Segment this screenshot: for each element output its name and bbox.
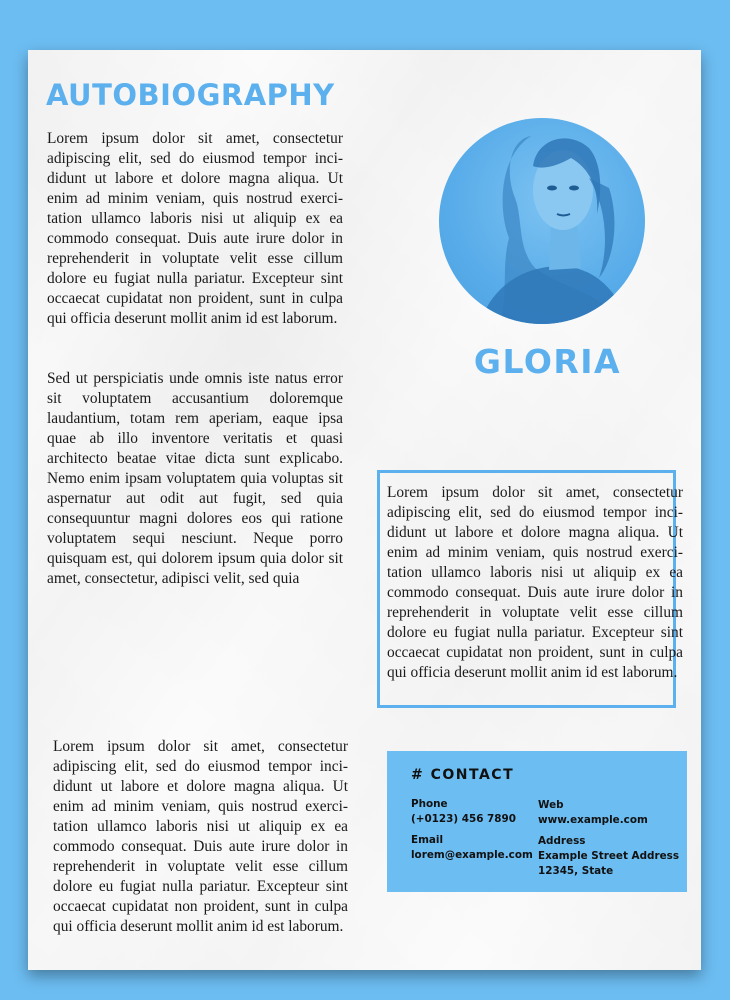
highlight-box <box>377 470 683 708</box>
second-paragraph: Sed ut perspiciatis unde omnis iste natus error sit voluptatem accusantium doloremque laudantium, totam rem aperiam, eaque ipsa quae ab illo inventore veritatis et quasi architecto beatae vitae dicta sunt explicabo. Nemo enim ipsam voluptatem quia voluptas sit aspernatur aut odit aut fugit, sed quia consequuntur magni dolores eos qui ratione voluptatem sequi nesciunt. Neque porro quisquam est, qui dolorem ipsum quia dolor sit amet, consectetur, adipisci velit, sed quia <box>47 370 343 587</box>
phone-label: Phone <box>411 798 448 810</box>
closing-paragraph: Lorem ipsum dolor sit amet, consectetur adipiscing elit, sed do eiusmod tempor incididunt ut labore et dolore magna aliqua. Ut enim ad minim veniam, quis nostrud exercitation ullamco laboris nisi ut aliquip ex ea commodo consequat. Duis aute irure dolor in reprehenderit in voluptate velit esse cillum dolore eu fugiat nulla pariatur. Excepteur sint occaecat cupidatat non proident, sunt in culpa qui officia deserunt mollit anim id est laborum. <box>53 738 348 935</box>
email-label: Email <box>411 834 444 846</box>
address-line-1: Example Street Address <box>538 850 680 862</box>
profile-photo <box>439 118 645 324</box>
highlight-paragraph: Lorem ipsum dolor sit amet, consectetur adipiscing elit, sed do eiusmod tempor incididunt ut labore et dolore magna aliqua. Ut enim ad minim veniam, quis nostrud exercitation ullamco laboris nisi ut aliquip ex ea commodo consequat. Duis aute irure dolor in reprehenderit in voluptate velit esse cillum dolore eu fugiat nulla pariatur. Excepteur sint occaecat cupidatat non proident, sunt in culpa qui officia deserunt mollit anim id est laborum. <box>387 484 683 681</box>
phone-value: (+0123) 456 7890 <box>411 813 516 825</box>
address-line-2: 12345, State <box>538 865 614 877</box>
email-value: lorem@example.com <box>411 849 533 861</box>
contact-panel <box>387 751 687 892</box>
contact-phone <box>411 797 516 827</box>
profile-name: GLORIA <box>473 342 622 381</box>
portrait-photo-icon <box>439 118 645 324</box>
contact-web <box>538 798 648 828</box>
address-label: Address <box>538 835 586 847</box>
contact-address <box>538 834 679 879</box>
web-label: Web <box>538 799 564 811</box>
contact-email <box>411 833 533 863</box>
contact-heading: # CONTACT <box>411 767 515 783</box>
web-value: www.example.com <box>538 814 648 826</box>
page-title: AUTOBIOGRAPHY <box>46 78 335 112</box>
intro-paragraph: Lorem ipsum dolor sit amet, consectetur adipiscing elit, sed do eiusmod tempor incididunt ut labore et dolore magna aliqua. Ut enim ad minim veniam, quis nostrud exercitation ullamco laboris nisi ut aliquip ex ea commodo consequat. Duis aute irure dolor in reprehenderit in voluptate velit esse cillum dolore eu fugiat nulla pariatur. Excepteur sint occaecat cupidatat non proident, sunt in culpa qui officia deserunt mollit anim id est laborum. <box>47 130 343 327</box>
